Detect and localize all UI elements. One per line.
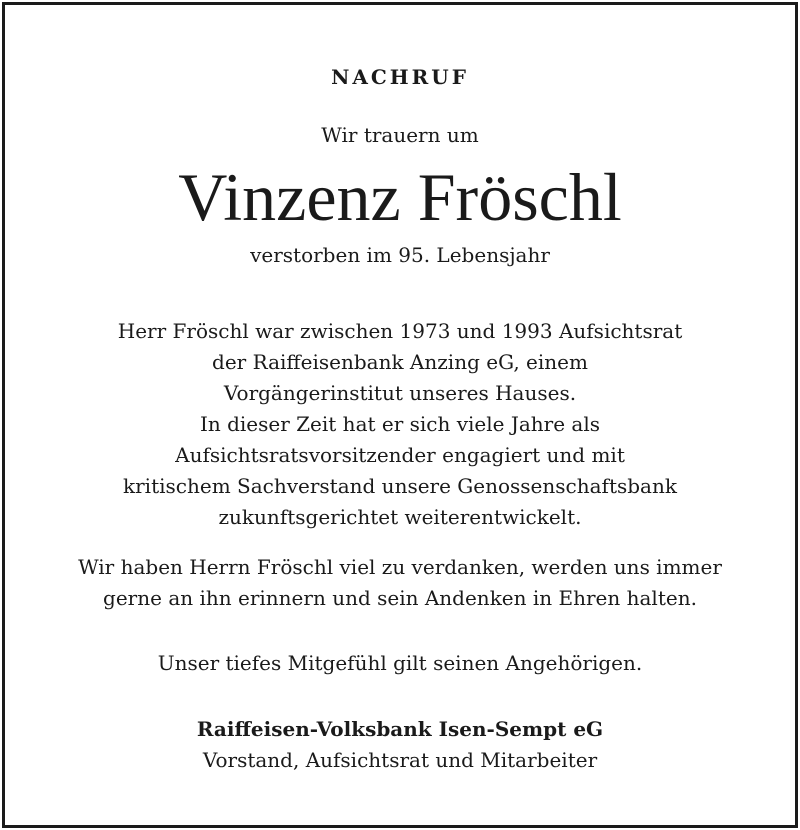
thanks-line: gerne an ihn erinnern und sein Andenken in Ehren halten. [103, 586, 697, 610]
tribute-line: Vorgängerinstitut unseres Hauses. [223, 381, 577, 405]
condolence-text: Unser tiefes Mitgefühl gilt seinen Angehörigen. [157, 651, 643, 675]
death-info: verstorben im 95. Lebensjahr [250, 243, 550, 267]
notice-heading: NACHRUF [331, 65, 469, 89]
tribute-line: kritischem Sachverstand unsere Genossenschaftsbank [123, 474, 677, 498]
signature-staff: Vorstand, Aufsichtsrat und Mitarbeiter [202, 748, 598, 772]
tribute-paragraph [5, 316, 795, 533]
tribute-line: In dieser Zeit hat er sich viele Jahre als [199, 412, 601, 436]
intro-text: Wir trauern um [321, 123, 479, 147]
tribute-line: der Raiffeisenbank Anzing eG, einem [212, 350, 588, 374]
tribute-line: Aufsichtsratsvorsitzender engagiert und mit [175, 443, 625, 467]
thanks-line: Wir haben Herrn Fröschl viel zu verdanken, werden uns immer [78, 555, 722, 579]
thanks-paragraph [5, 552, 795, 614]
tribute-line: Herr Fröschl war zwischen 1973 und 1993 Aufsichtsrat [117, 319, 683, 343]
tribute-line: zukunftsgerichtet weiterentwickelt. [218, 505, 582, 529]
signature-bank: Raiffeisen-Volksbank Isen-Sempt eG [196, 717, 604, 741]
obituary-notice [2, 2, 798, 828]
deceased-name: Vinzenz Fröschl [178, 159, 622, 235]
